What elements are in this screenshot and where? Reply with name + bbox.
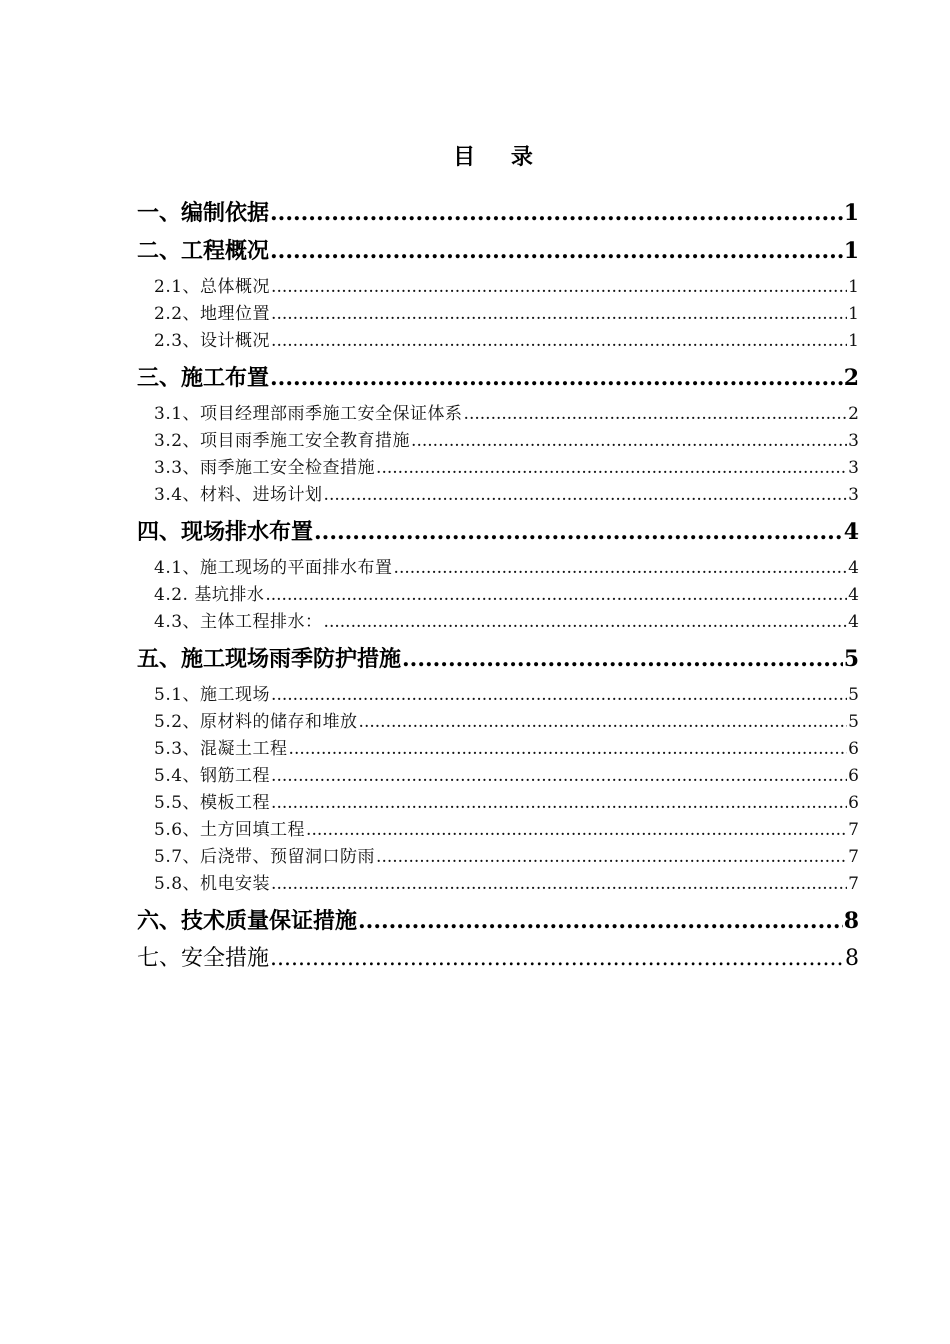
toc-entry-text: 2.3、设计概况 (154, 331, 271, 351)
toc-page-number: 1 (848, 304, 859, 324)
toc-section-entry[interactable] (137, 428, 859, 455)
toc-page-number: 6 (848, 766, 859, 786)
toc-section-entry[interactable] (137, 301, 859, 328)
toc-entry-text: 六、技术质量保证措施 (137, 908, 358, 934)
toc-entry-text: 3.2、项目雨季施工安全教育措施 (154, 431, 411, 451)
toc-page-number: 3 (848, 431, 859, 451)
toc-dot-leader (376, 844, 847, 871)
toc-entry-text: 三、施工布置 (137, 365, 270, 391)
toc-dot-leader (402, 644, 843, 674)
toc-page-number: 4 (848, 558, 859, 578)
toc-section-entry[interactable] (137, 790, 859, 817)
toc-page-number: 2 (843, 365, 859, 391)
toc-page-number: 1 (848, 277, 859, 297)
toc-dot-leader (359, 709, 848, 736)
toc-section-entry[interactable] (137, 709, 859, 736)
toc-entry-text: 5.2、原材料的储存和堆放 (154, 712, 358, 732)
toc-section-entry[interactable] (137, 328, 859, 355)
toc-entry-text: 一、编制依据 (137, 200, 270, 226)
toc-entry-text: 3.1、项目经理部雨季施工安全保证体系 (154, 404, 463, 424)
toc-section-entry[interactable] (137, 609, 859, 636)
toc-entry-text: 3.4、材料、进场计划 (154, 485, 323, 505)
toc-dot-leader (271, 790, 847, 817)
toc-section-entry[interactable] (137, 555, 859, 582)
toc-entry-text: 七、安全措施 (137, 946, 270, 971)
toc-chapter-entry[interactable] (137, 517, 859, 547)
toc-page-number: 1 (843, 238, 859, 264)
toc-page-number: 1 (843, 200, 859, 226)
toc-dot-leader (271, 682, 847, 709)
toc-page-number: 4 (843, 519, 859, 545)
toc-entry-text: 四、现场排水布置 (137, 519, 314, 545)
toc-section-entry[interactable] (137, 274, 859, 301)
toc-dot-leader (270, 363, 843, 393)
toc-page-number: 5 (843, 646, 859, 672)
toc-chapter-entry[interactable] (137, 363, 859, 393)
toc-section-entry[interactable] (137, 401, 859, 428)
toc-section-entry[interactable] (137, 482, 859, 509)
table-of-contents (137, 190, 859, 982)
toc-page-number: 7 (848, 847, 859, 867)
toc-section-entry[interactable] (137, 736, 859, 763)
toc-dot-leader (289, 736, 848, 763)
toc-section-entry[interactable] (137, 763, 859, 790)
toc-dot-leader (270, 236, 843, 266)
toc-dot-leader (270, 944, 844, 974)
toc-dot-leader (271, 871, 847, 898)
toc-dot-leader (324, 482, 848, 509)
toc-chapter-entry[interactable] (137, 198, 859, 228)
toc-entry-text: 2.2、地理位置 (154, 304, 271, 324)
toc-entry-text: 2.1、总体概况 (154, 277, 271, 297)
toc-dot-leader (271, 763, 847, 790)
toc-entry-text: 5.3、混凝土工程 (154, 739, 288, 759)
toc-dot-leader (265, 582, 847, 609)
toc-page-number: 4 (848, 612, 859, 632)
toc-section-entry[interactable] (137, 582, 859, 609)
toc-section-entry[interactable] (137, 871, 859, 898)
toc-entry-text: 3.3、雨季施工安全检查措施 (154, 458, 376, 478)
toc-entry-text: 4.3、主体工程排水： (154, 612, 323, 632)
toc-entry-text: 五、施工现场雨季防护措施 (137, 646, 402, 672)
toc-section-entry[interactable] (137, 844, 859, 871)
toc-page-number: 6 (848, 739, 859, 759)
toc-dot-leader (306, 817, 847, 844)
toc-dot-leader (270, 198, 843, 228)
toc-page-number: 2 (848, 404, 859, 424)
toc-entry-text: 5.1、施工现场 (154, 685, 271, 705)
toc-dot-leader (394, 555, 848, 582)
toc-dot-leader (271, 274, 847, 301)
toc-entry-text: 5.5、模板工程 (154, 793, 271, 813)
toc-page-number: 5 (848, 685, 859, 705)
toc-entry-text: 4.1、施工现场的平面排水布置 (154, 558, 393, 578)
toc-section-entry[interactable] (137, 817, 859, 844)
toc-entry-text: 5.6、土方回填工程 (154, 820, 306, 840)
toc-dot-leader (324, 609, 848, 636)
toc-page-number: 8 (843, 908, 859, 934)
toc-title: 目 录 (453, 144, 547, 170)
toc-page-number: 1 (848, 331, 859, 351)
toc-dot-leader (358, 906, 843, 936)
toc-chapter-entry[interactable] (137, 944, 859, 974)
toc-chapter-entry[interactable] (137, 236, 859, 266)
toc-entry-text: 二、工程概况 (137, 238, 270, 264)
toc-entry-text: 5.8、机电安装 (154, 874, 271, 894)
toc-page-number: 4 (848, 585, 859, 605)
toc-dot-leader (271, 301, 847, 328)
toc-page-number: 8 (845, 946, 859, 971)
toc-page-number: 3 (848, 485, 859, 505)
toc-page-number: 5 (848, 712, 859, 732)
toc-dot-leader (376, 455, 847, 482)
toc-entry-text: 4.2. 基坑排水 (154, 585, 265, 605)
toc-chapter-entry[interactable] (137, 906, 859, 936)
toc-dot-leader (411, 428, 847, 455)
toc-dot-leader (314, 517, 843, 547)
toc-page-number: 6 (848, 793, 859, 813)
toc-entry-text: 5.7、后浇带、预留洞口防雨 (154, 847, 376, 867)
toc-section-entry[interactable] (137, 682, 859, 709)
toc-page-number: 7 (848, 874, 859, 894)
toc-dot-leader (464, 401, 848, 428)
toc-entry-text: 5.4、钢筋工程 (154, 766, 271, 786)
toc-section-entry[interactable] (137, 455, 859, 482)
toc-page-number: 7 (848, 820, 859, 840)
toc-dot-leader (271, 328, 847, 355)
toc-chapter-entry[interactable] (137, 644, 859, 674)
toc-page-number: 3 (848, 458, 859, 478)
